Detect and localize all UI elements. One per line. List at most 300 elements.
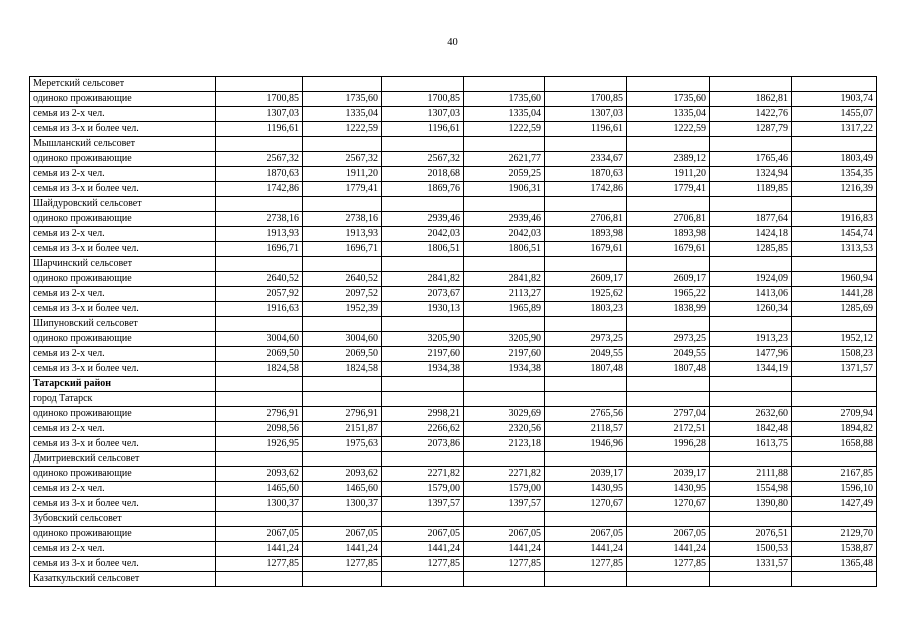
value-cell: 3004,60 [303, 332, 382, 347]
value-cell: 1596,10 [792, 482, 877, 497]
value-cell [216, 317, 303, 332]
group-header-row [30, 392, 877, 407]
value-cell: 2841,82 [382, 272, 464, 287]
value-cell [303, 257, 382, 272]
value-cell: 1930,13 [382, 302, 464, 317]
value-cell [792, 137, 877, 152]
row-label: семья из 2-х чел. [30, 287, 216, 302]
value-cell [792, 77, 877, 92]
value-cell: 2067,05 [216, 527, 303, 542]
value-cell [627, 392, 710, 407]
value-cell: 1952,39 [303, 302, 382, 317]
value-cell: 1365,48 [792, 557, 877, 572]
value-cell [382, 317, 464, 332]
value-cell: 2197,60 [382, 347, 464, 362]
value-cell [216, 197, 303, 212]
value-cell [710, 137, 792, 152]
value-cell: 1196,61 [545, 122, 627, 137]
value-cell: 1696,71 [303, 242, 382, 257]
value-cell [792, 257, 877, 272]
value-cell: 2320,56 [464, 422, 545, 437]
value-cell: 2111,88 [710, 467, 792, 482]
value-cell: 1658,88 [792, 437, 877, 452]
value-cell: 1579,00 [464, 482, 545, 497]
value-cell: 1270,67 [545, 497, 627, 512]
value-cell: 2796,91 [216, 407, 303, 422]
table-row [30, 332, 877, 347]
value-cell: 1277,85 [216, 557, 303, 572]
value-cell: 2073,67 [382, 287, 464, 302]
value-cell: 1277,85 [464, 557, 545, 572]
value-cell: 1397,57 [382, 497, 464, 512]
value-cell [710, 317, 792, 332]
value-cell: 2059,25 [464, 167, 545, 182]
row-label: Шайдуровский сельсовет [30, 197, 216, 212]
value-cell: 1696,71 [216, 242, 303, 257]
value-cell: 1500,53 [710, 542, 792, 557]
value-cell: 1430,95 [545, 482, 627, 497]
table-row [30, 212, 877, 227]
value-cell: 1324,94 [710, 167, 792, 182]
value-cell: 2113,27 [464, 287, 545, 302]
table-row [30, 437, 877, 452]
value-cell [216, 452, 303, 467]
row-label: семья из 2-х чел. [30, 347, 216, 362]
value-cell [382, 392, 464, 407]
value-cell [464, 257, 545, 272]
row-label: Татарский район [30, 377, 216, 392]
value-cell [710, 257, 792, 272]
row-label: семья из 3-х и более чел. [30, 122, 216, 137]
value-cell: 3205,90 [382, 332, 464, 347]
value-cell: 1354,35 [792, 167, 877, 182]
row-label: семья из 2-х чел. [30, 167, 216, 182]
value-cell [710, 572, 792, 587]
value-cell: 2067,05 [627, 527, 710, 542]
row-label: одиноко проживающие [30, 92, 216, 107]
value-cell: 1742,86 [216, 182, 303, 197]
value-cell: 1465,60 [216, 482, 303, 497]
value-cell: 2098,56 [216, 422, 303, 437]
value-cell [710, 452, 792, 467]
row-label: семья из 3-х и более чел. [30, 302, 216, 317]
value-cell [792, 452, 877, 467]
value-cell: 1679,61 [545, 242, 627, 257]
group-header-row [30, 572, 877, 587]
value-cell: 2073,86 [382, 437, 464, 452]
value-cell: 1285,85 [710, 242, 792, 257]
value-cell: 1430,95 [627, 482, 710, 497]
value-cell: 1222,59 [627, 122, 710, 137]
value-cell: 1803,23 [545, 302, 627, 317]
row-label: семья из 3-х и более чел. [30, 497, 216, 512]
value-cell [382, 257, 464, 272]
value-cell: 1965,89 [464, 302, 545, 317]
value-cell: 2389,12 [627, 152, 710, 167]
value-cell: 2042,03 [464, 227, 545, 242]
value-cell [627, 77, 710, 92]
row-label: одиноко проживающие [30, 407, 216, 422]
value-cell: 1579,00 [382, 482, 464, 497]
value-cell [627, 137, 710, 152]
row-label: семья из 3-х и более чел. [30, 242, 216, 257]
value-cell [627, 317, 710, 332]
value-cell: 1960,94 [792, 272, 877, 287]
value-cell [216, 572, 303, 587]
value-cell: 1765,46 [710, 152, 792, 167]
value-cell [382, 512, 464, 527]
value-cell: 1824,58 [303, 362, 382, 377]
value-cell: 1996,28 [627, 437, 710, 452]
row-label: одиноко проживающие [30, 272, 216, 287]
group-header-row [30, 512, 877, 527]
group-header-row [30, 452, 877, 467]
value-cell: 1313,53 [792, 242, 877, 257]
value-cell: 1913,93 [216, 227, 303, 242]
row-label: семья из 2-х чел. [30, 482, 216, 497]
value-cell [627, 452, 710, 467]
value-cell: 1913,93 [303, 227, 382, 242]
value-cell: 1371,57 [792, 362, 877, 377]
value-cell: 1441,24 [382, 542, 464, 557]
value-cell: 2097,52 [303, 287, 382, 302]
value-cell [710, 197, 792, 212]
region-header-row [30, 377, 877, 392]
value-cell: 1779,41 [627, 182, 710, 197]
value-cell: 1916,63 [216, 302, 303, 317]
table-row [30, 482, 877, 497]
row-label: Шарчинский сельсовет [30, 257, 216, 272]
value-cell [627, 572, 710, 587]
value-cell: 1913,23 [710, 332, 792, 347]
value-cell [545, 377, 627, 392]
value-cell: 1903,74 [792, 92, 877, 107]
value-cell [792, 197, 877, 212]
value-cell: 1335,04 [464, 107, 545, 122]
value-cell [792, 512, 877, 527]
value-cell: 1260,34 [710, 302, 792, 317]
value-cell: 1779,41 [303, 182, 382, 197]
value-cell: 1441,24 [464, 542, 545, 557]
table-row [30, 242, 877, 257]
value-cell: 2765,56 [545, 407, 627, 422]
tariff-table [29, 76, 877, 587]
value-cell: 2640,52 [303, 272, 382, 287]
value-cell: 1287,79 [710, 122, 792, 137]
table-row [30, 542, 877, 557]
value-cell: 1911,20 [303, 167, 382, 182]
value-cell: 1277,85 [303, 557, 382, 572]
value-cell [464, 317, 545, 332]
value-cell: 1413,06 [710, 287, 792, 302]
value-cell: 1824,58 [216, 362, 303, 377]
value-cell: 2067,05 [545, 527, 627, 542]
row-label: одиноко проживающие [30, 467, 216, 482]
row-label: город Татарск [30, 392, 216, 407]
value-cell: 1441,24 [627, 542, 710, 557]
value-cell: 1934,38 [464, 362, 545, 377]
value-cell: 1277,85 [545, 557, 627, 572]
value-cell: 1307,03 [382, 107, 464, 122]
value-cell: 1916,83 [792, 212, 877, 227]
value-cell: 1538,87 [792, 542, 877, 557]
value-cell: 2018,68 [382, 167, 464, 182]
value-cell: 1317,22 [792, 122, 877, 137]
value-cell: 2049,55 [627, 347, 710, 362]
value-cell [545, 197, 627, 212]
value-cell: 1934,38 [382, 362, 464, 377]
value-cell: 1700,85 [545, 92, 627, 107]
value-cell: 1925,62 [545, 287, 627, 302]
row-label: семья из 2-х чел. [30, 107, 216, 122]
value-cell [382, 137, 464, 152]
value-cell: 1397,57 [464, 497, 545, 512]
table-row [30, 92, 877, 107]
value-cell [710, 392, 792, 407]
value-cell: 2841,82 [464, 272, 545, 287]
value-cell [216, 137, 303, 152]
value-cell: 2738,16 [216, 212, 303, 227]
group-header-row [30, 77, 877, 92]
value-cell: 1700,85 [382, 92, 464, 107]
table-row [30, 467, 877, 482]
value-cell [792, 572, 877, 587]
value-cell [710, 77, 792, 92]
value-cell [792, 317, 877, 332]
value-cell: 1477,96 [710, 347, 792, 362]
value-cell: 1196,61 [216, 122, 303, 137]
value-cell: 1441,24 [303, 542, 382, 557]
value-cell: 2266,62 [382, 422, 464, 437]
value-cell [545, 392, 627, 407]
value-cell: 2076,51 [710, 527, 792, 542]
value-cell [464, 392, 545, 407]
value-cell [303, 317, 382, 332]
value-cell [303, 77, 382, 92]
value-cell: 1331,57 [710, 557, 792, 572]
value-cell [303, 392, 382, 407]
table-row [30, 527, 877, 542]
row-label: семья из 2-х чел. [30, 227, 216, 242]
value-cell [303, 572, 382, 587]
value-cell: 2069,50 [303, 347, 382, 362]
value-cell: 1735,60 [303, 92, 382, 107]
value-cell [303, 512, 382, 527]
value-cell [792, 377, 877, 392]
value-cell: 1700,85 [216, 92, 303, 107]
value-cell [382, 572, 464, 587]
value-cell: 2609,17 [545, 272, 627, 287]
value-cell: 1270,67 [627, 497, 710, 512]
value-cell: 1277,85 [382, 557, 464, 572]
value-cell: 2093,62 [216, 467, 303, 482]
value-cell: 1196,61 [382, 122, 464, 137]
value-cell: 2067,05 [382, 527, 464, 542]
value-cell: 2609,17 [627, 272, 710, 287]
value-cell: 1870,63 [216, 167, 303, 182]
value-cell: 2042,03 [382, 227, 464, 242]
table-row [30, 122, 877, 137]
value-cell [382, 377, 464, 392]
value-cell: 2706,81 [545, 212, 627, 227]
table-row [30, 362, 877, 377]
value-cell: 2039,17 [545, 467, 627, 482]
value-cell [382, 197, 464, 212]
value-cell: 1838,99 [627, 302, 710, 317]
value-cell: 1427,49 [792, 497, 877, 512]
value-cell: 1862,81 [710, 92, 792, 107]
value-cell: 2567,32 [216, 152, 303, 167]
value-cell: 1335,04 [627, 107, 710, 122]
table-row [30, 287, 877, 302]
table-body [30, 77, 877, 587]
row-label: Зубовский сельсовет [30, 512, 216, 527]
group-header-row [30, 197, 877, 212]
value-cell: 1869,76 [382, 182, 464, 197]
value-cell [545, 257, 627, 272]
value-cell [627, 257, 710, 272]
value-cell: 2632,60 [710, 407, 792, 422]
row-label: Дмитриевский сельсовет [30, 452, 216, 467]
table-row [30, 227, 877, 242]
value-cell: 1893,98 [627, 227, 710, 242]
value-cell: 1189,85 [710, 182, 792, 197]
value-cell [382, 77, 464, 92]
value-cell: 1965,22 [627, 287, 710, 302]
row-label: одиноко проживающие [30, 152, 216, 167]
value-cell: 2998,21 [382, 407, 464, 422]
value-cell: 1307,03 [216, 107, 303, 122]
value-cell: 1735,60 [464, 92, 545, 107]
value-cell [303, 197, 382, 212]
row-label: одиноко проживающие [30, 212, 216, 227]
value-cell: 1842,48 [710, 422, 792, 437]
value-cell: 1465,60 [303, 482, 382, 497]
row-label: Мышланский сельсовет [30, 137, 216, 152]
value-cell: 2939,46 [382, 212, 464, 227]
value-cell: 2049,55 [545, 347, 627, 362]
value-cell: 1441,24 [545, 542, 627, 557]
value-cell: 2796,91 [303, 407, 382, 422]
value-cell: 1508,23 [792, 347, 877, 362]
value-cell: 1806,51 [464, 242, 545, 257]
value-cell: 1455,07 [792, 107, 877, 122]
value-cell: 1300,37 [303, 497, 382, 512]
value-cell [545, 317, 627, 332]
value-cell: 2567,32 [303, 152, 382, 167]
value-cell [464, 512, 545, 527]
table-row [30, 347, 877, 362]
value-cell: 2271,82 [464, 467, 545, 482]
row-label: семья из 2-х чел. [30, 542, 216, 557]
value-cell: 1307,03 [545, 107, 627, 122]
value-cell: 1441,24 [216, 542, 303, 557]
value-cell: 1894,82 [792, 422, 877, 437]
value-cell [792, 392, 877, 407]
group-header-row [30, 257, 877, 272]
value-cell [216, 392, 303, 407]
row-label: семья из 3-х и более чел. [30, 362, 216, 377]
page-number: 40 [447, 37, 458, 48]
row-label: одиноко проживающие [30, 527, 216, 542]
value-cell: 2271,82 [382, 467, 464, 482]
value-cell: 2640,52 [216, 272, 303, 287]
value-cell: 1222,59 [464, 122, 545, 137]
value-cell: 1422,76 [710, 107, 792, 122]
value-cell: 2197,60 [464, 347, 545, 362]
row-label: Казаткульский сельсовет [30, 572, 216, 587]
value-cell: 1806,51 [382, 242, 464, 257]
value-cell [627, 377, 710, 392]
row-label: Меретский сельсовет [30, 77, 216, 92]
value-cell [464, 377, 545, 392]
value-cell: 2093,62 [303, 467, 382, 482]
group-header-row [30, 137, 877, 152]
value-cell: 2973,25 [545, 332, 627, 347]
value-cell: 2738,16 [303, 212, 382, 227]
row-label: одиноко проживающие [30, 332, 216, 347]
table-row [30, 182, 877, 197]
value-cell: 1924,09 [710, 272, 792, 287]
value-cell: 1975,63 [303, 437, 382, 452]
value-cell: 1277,85 [627, 557, 710, 572]
value-cell: 3004,60 [216, 332, 303, 347]
value-cell: 3205,90 [464, 332, 545, 347]
value-cell: 1285,69 [792, 302, 877, 317]
value-cell: 2567,32 [382, 152, 464, 167]
value-cell [216, 77, 303, 92]
value-cell: 1742,86 [545, 182, 627, 197]
value-cell: 2172,51 [627, 422, 710, 437]
value-cell: 2939,46 [464, 212, 545, 227]
value-cell: 1807,48 [545, 362, 627, 377]
value-cell: 1424,18 [710, 227, 792, 242]
value-cell: 1222,59 [303, 122, 382, 137]
table-row [30, 557, 877, 572]
value-cell [710, 377, 792, 392]
table-row [30, 272, 877, 287]
value-cell: 2151,87 [303, 422, 382, 437]
value-cell: 2067,05 [303, 527, 382, 542]
value-cell: 2057,92 [216, 287, 303, 302]
value-cell: 2067,05 [464, 527, 545, 542]
value-cell [464, 197, 545, 212]
value-cell [303, 377, 382, 392]
row-label: Шипуновский сельсовет [30, 317, 216, 332]
value-cell [545, 452, 627, 467]
table-row [30, 497, 877, 512]
value-cell: 1390,80 [710, 497, 792, 512]
value-cell [216, 257, 303, 272]
table-row [30, 107, 877, 122]
table-row [30, 422, 877, 437]
value-cell: 2123,18 [464, 437, 545, 452]
value-cell [464, 77, 545, 92]
value-cell: 1441,28 [792, 287, 877, 302]
value-cell [627, 512, 710, 527]
value-cell: 1926,95 [216, 437, 303, 452]
value-cell [627, 197, 710, 212]
value-cell [710, 512, 792, 527]
value-cell: 2167,85 [792, 467, 877, 482]
value-cell: 1877,64 [710, 212, 792, 227]
table-row [30, 302, 877, 317]
value-cell [545, 77, 627, 92]
value-cell [303, 137, 382, 152]
table-row [30, 407, 877, 422]
value-cell: 1952,12 [792, 332, 877, 347]
value-cell: 1335,04 [303, 107, 382, 122]
